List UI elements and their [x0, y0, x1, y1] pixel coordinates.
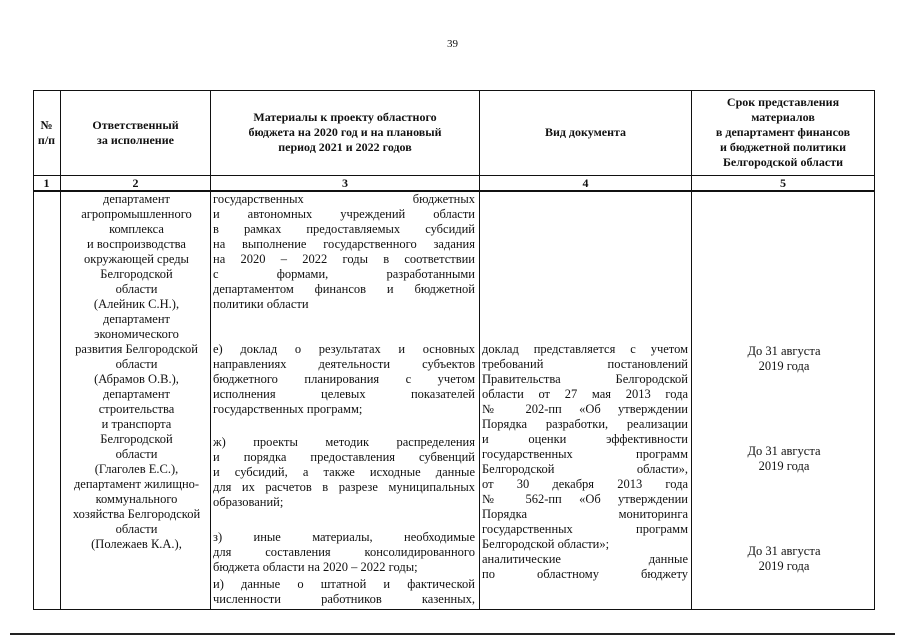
- column-number: 4: [582, 176, 589, 190]
- document-type-cell: доклад представляется с учетом требований постановлений Правительства Белгородской области от 27 мая 2013 года № 202-пп «Об утверждении Порядка разработки, реализации и оценки эффективности государственных программ Белгородской области», от 30 декабря 2013 года № 562-пп «Об утверждении Порядка мониторинга государственных программ Белгородской области»; аналитические данные по областному бюджету: [482, 342, 688, 581]
- page-number: 39: [447, 38, 458, 50]
- column-number: 1: [43, 176, 50, 190]
- column-number: 5: [780, 176, 786, 190]
- header-responsible: Ответственный за исполнение: [92, 117, 179, 147]
- deadline-cell: До 31 августа 2019 года: [747, 444, 821, 473]
- responsible-cell: департамент агропромышленного комплекса и воспроизводства окружающей среды Белгородской области (Алейник С.Н.), департамент экономического развития Белгородской области (Абрамов О.В.), департамент строительства и транспорта Белгородской области (Глаголев Е.С.), департамент жилищно- коммунального хозяйства Белгородской области (Полежаев К.А.),: [72, 192, 201, 551]
- col-border: [874, 90, 875, 610]
- requirements-table: [33, 90, 875, 610]
- deadline-cell: До 31 августа 2019 года: [747, 544, 821, 573]
- materials-block-zh: ж) проекты методик распределения и порядка предоставления субвенций и субсидий, а также исходные данные для их расчетов в разрезе муниципальных образований;: [213, 435, 475, 509]
- deadline-cell: До 31 августа 2019 года: [747, 344, 821, 373]
- materials-block-i: и) данные о штатной и фактической численности работников казенных,: [213, 577, 475, 606]
- header-document-type: Вид документа: [544, 125, 627, 139]
- header-materials: Материалы к проекту областного бюджета на 2020 год и на плановый период 2021 и 2022 годов: [248, 110, 442, 154]
- table-bottom-border: [33, 609, 875, 610]
- materials-block-z: з) иные материалы, необходимые для составления консолидированного бюджета области на 2020 – 2022 годы;: [213, 530, 475, 574]
- materials-block-continuation: государственных бюджетных и автономных учреждений области в рамках предоставляемых субсидий на выполнение государственного задания на 2020 – 2022 годы в соответствии с формами, разработанными департаментом финансов и бюджетной политики области: [213, 192, 475, 311]
- header-deadline: Срок представления материалов в департамент финансов и бюджетной политики Белгородской области: [715, 95, 851, 169]
- column-number: 3: [342, 176, 348, 190]
- column-number: 2: [132, 176, 139, 190]
- materials-block-e: е) доклад о результатах и основных направлениях деятельности субъектов бюджетного планирования с учетом исполнения целевых показателей государственных программ;: [213, 342, 475, 416]
- page-bottom-rule: [10, 633, 895, 635]
- header-number: № п/п: [37, 117, 56, 147]
